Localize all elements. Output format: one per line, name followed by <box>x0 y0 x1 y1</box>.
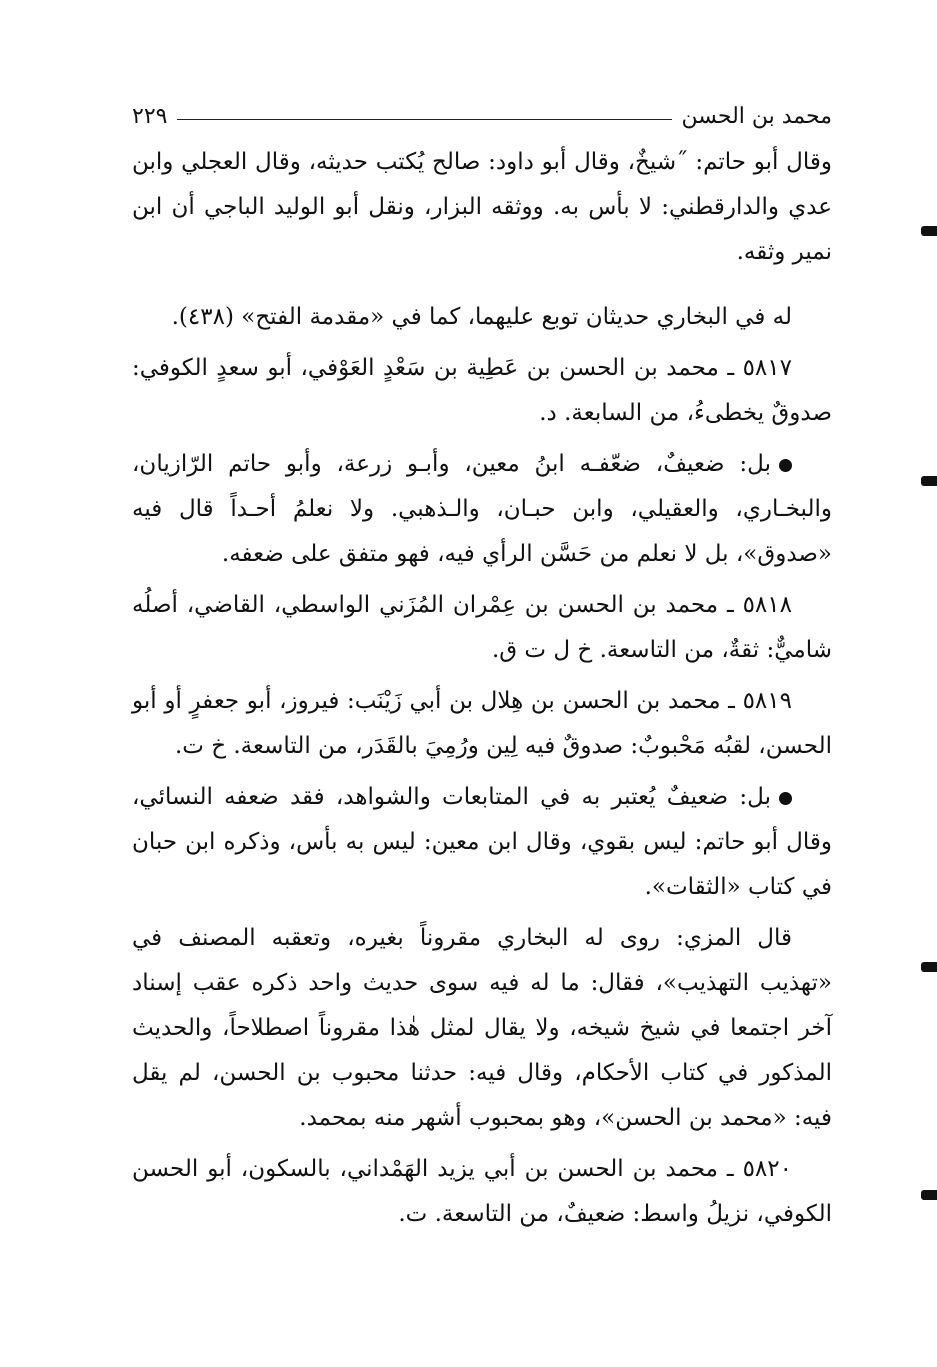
continuation-paragraph: وقال أبو حاتم: ˝شيخٌ، وقال أبو داود: صالح يُكتب حديثه، وقال العجلي وابن عدي والدارقطني: لا بأس به. ووثقه البزار، ونقل أبو الوليد الباجي أن ابن نمير وثقه. <box>132 149 832 265</box>
margin-mark <box>921 1190 937 1200</box>
entry-5819: ٥٨١٩ ـ محمد بن الحسن بن هِلال بن أبي زَيْنَب: فيروز، أبو جعفرٍ أو أبو الحسن، لقبُه مَحْبوبٌ: صدوقٌ فيه لِين ورُمِيَ بالقَدَر، من التاسعة. خ ت. <box>132 688 832 759</box>
margin-mark <box>921 962 937 972</box>
page-header <box>132 96 832 136</box>
page-number: ٢٢٩ <box>132 103 168 129</box>
running-title: محمد بن الحسن <box>681 103 832 129</box>
page-body <box>132 140 832 1237</box>
bal-text: بل: ضعيفٌ، ضعّفـه ابنُ معين، وأبـو زرعة، وأبو حاتم الرّازيان، والبخـاري، والعقيلي، وابن حبـان، والـذهبي. ولا نعلمُ أحـداً قال فيه «صدوق»، بل لا نعلم من حَسَّن الرأي فيه، فهو متفق على ضعفه. <box>132 451 832 567</box>
note-paragraph: قال المزي: روى له البخاري مقروناً بغيره، وتعقبه المصنف في «تهذيب التهذيب»، فقال: ما له فيه سوى حديث واحد ذكره عقب إسناد آخر اجتمعا في شيخ شيخه، ولا يقال لمثل هٰذا مقروناً اصطلاحاً، والحديث المذكور في كتاب الأحكام، وقال فيه: حدثنا محبوب بن الحسن، لم يقل فيه: «محمد بن الحسن»، وهو بمحبوب أشهر منه بمحمد. <box>132 925 832 1131</box>
bal-paragraph <box>132 775 832 910</box>
entry-5820: ٥٨٢٠ ـ محمد بن الحسن بن أبي يزيد الهَمْداني، بالسكون، أبو الحسن الكوفي، نزيلُ واسط: ضعيفٌ، من التاسعة. ت. <box>132 1156 832 1227</box>
entry-5818: ٥٨١٨ ـ محمد بن الحسن بن عِمْران المُزَني الواسطي، القاضي، أصلُه شاميٌّ: ثقةٌ، من التاسعة. خ ل ت ق. <box>132 592 832 663</box>
margin-mark <box>921 226 937 236</box>
bullet-icon <box>779 459 792 472</box>
header-rule <box>177 119 671 120</box>
margin-mark <box>921 476 937 486</box>
bullet-icon <box>779 792 792 805</box>
note-paragraph: له في البخاري حديثان توبع عليهما، كما في «مقدمة الفتح» (٤٣٨). <box>171 304 792 330</box>
entry-5817: ٥٨١٧ ـ محمد بن الحسن بن عَطِية بن سَعْدٍ العَوْفي، أبو سعدٍ الكوفي: صدوقٌ يخطىءُ، من السابعة. د. <box>132 355 832 426</box>
bal-paragraph <box>132 442 832 577</box>
bal-text: بل: ضعيفٌ يُعتبر به في المتابعات والشواهد، فقد ضعفه النسائي، وقال أبو حاتم: ليس بقوي، وقال ابن معين: ليس به بأس، وذكره ابن حبان في كتاب «الثقات». <box>132 784 832 900</box>
